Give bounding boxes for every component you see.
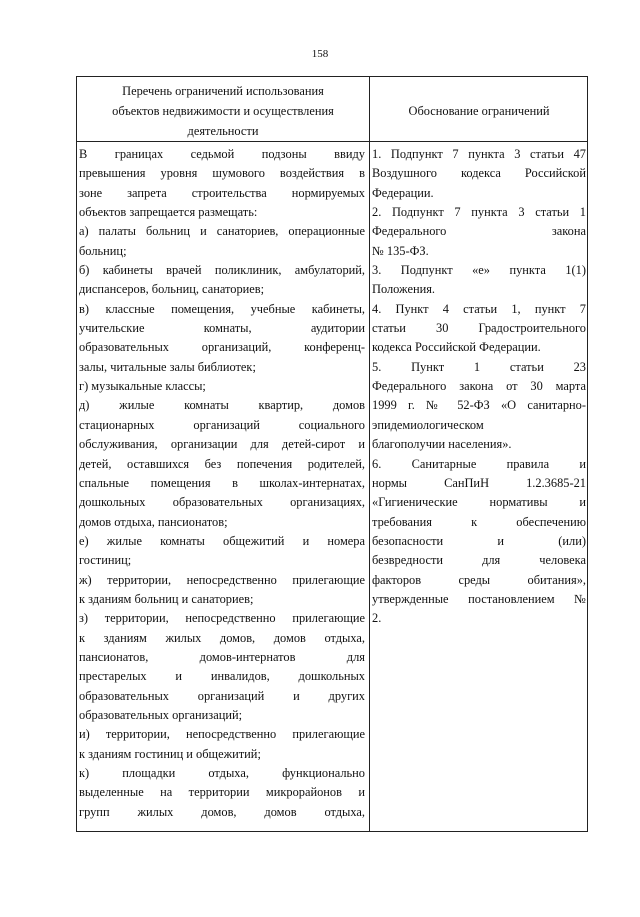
restriction-line: дошкольных образовательных организациях, (79, 495, 365, 510)
restriction-line: больниц; (79, 243, 127, 258)
justification-line: Федерального закона (372, 224, 586, 239)
restriction-line: спальные помещения в школах-интернатах, (79, 475, 365, 490)
header-justification: Обоснование ограничений (408, 104, 550, 118)
justification-line: 3. Подпункт «е» пункта 1(1) (372, 263, 586, 278)
justification-line: нормы СанПиН 1.2.3685-21 (372, 475, 586, 490)
header-left-line: объектов недвижимости и осуществления (112, 104, 334, 118)
restriction-line: г) музыкальные классы; (79, 379, 206, 394)
justification-line: 2. Подпункт 7 пункта 3 статьи 1 (372, 205, 586, 220)
header-divider (77, 141, 587, 142)
restriction-line: стационарных организаций социального (79, 417, 365, 432)
restriction-line: в) классные помещения, учебные кабинеты, (79, 301, 365, 316)
header-restrictions-list (79, 81, 367, 141)
restriction-line: к зданиям жилых домов, домов отдыха, (79, 630, 365, 645)
justification-line: Воздушного кодекса Российской (372, 166, 586, 181)
justification-line: безвредности для человека (372, 553, 586, 568)
justification-line: 2. (372, 611, 382, 626)
restriction-line: превышения уровня шумового воздействия в (79, 166, 365, 181)
justification-line: Федерации. (372, 185, 434, 200)
restriction-line: престарелых и инвалидов, дошкольных (79, 669, 365, 684)
restriction-line: и) территории, непосредственно прилегающие (79, 727, 365, 742)
justification-column (372, 145, 586, 629)
justification-line: Положения. (372, 282, 436, 297)
restriction-line: зоне запрета строительства нормируемых (79, 185, 365, 200)
restriction-line: учительские комнаты, аудитории (79, 321, 365, 336)
restriction-line: обслуживания, организации для детей-сирот и (79, 437, 365, 452)
justification-line: эпидемиологическом (372, 417, 484, 432)
justification-line: статьи 30 Градостроительного (372, 321, 586, 336)
justification-line: требования к обеспечению (372, 514, 586, 529)
restrictions-table (76, 76, 588, 832)
restriction-line: е) жилые комнаты общежитий и номера (79, 533, 365, 548)
restriction-line: пансионатов, домов-интернатов для (79, 649, 365, 664)
restriction-line: диспансеров, больниц, санаториев; (79, 282, 265, 297)
justification-line: 1. Подпункт 7 пункта 3 статьи 47 (372, 147, 586, 161)
justification-line: 4. Пункт 4 статьи 1, пункт 7 (372, 301, 586, 316)
restriction-line: залы, читальные залы библиотек; (79, 359, 256, 374)
justification-line: утвержденные постановлением № (372, 591, 586, 606)
restriction-line: образовательных организаций и других (79, 688, 365, 703)
restriction-line: д) жилые комнаты квартир, домов (79, 398, 365, 413)
restriction-line: образовательных организаций, конференц- (79, 340, 365, 355)
justification-line: № 135-ФЗ. (372, 243, 429, 258)
restriction-line: детей, оставшихся без попечения родителей, (79, 456, 365, 471)
restriction-line: а) палаты больниц и санаториев, операционные (79, 224, 365, 239)
restriction-line: образовательных организаций; (79, 707, 243, 722)
justification-line: Федерального закона от 30 марта (372, 379, 586, 394)
justification-line: кодекса Российской Федерации. (372, 340, 541, 355)
restrictions-column (79, 145, 365, 822)
restriction-line: объектов запрещается размещать: (79, 205, 258, 220)
restriction-line: з) территории, непосредственно прилегающие (79, 611, 365, 626)
restriction-line: В границах седьмой подзоны ввиду (79, 147, 365, 161)
justification-line: «Гигиенические нормативы и (372, 495, 586, 510)
justification-line: безопасности и (или) (372, 533, 586, 548)
restriction-line: к) площадки отдыха, функционально (79, 766, 365, 780)
justification-line: 5. Пункт 1 статьи 23 (372, 359, 586, 374)
restriction-line: ж) территории, непосредственно прилегающие (79, 572, 365, 587)
restriction-line: домов отдыха, пансионатов; (79, 514, 228, 529)
header-left-line: Перечень ограничений использования (122, 84, 324, 98)
column-divider (369, 77, 370, 831)
restriction-line: к зданиям гостиниц и общежитий; (79, 746, 261, 761)
restriction-line: б) кабинеты врачей поликлиник, амбулаторий, (79, 263, 365, 278)
justification-line: благополучии населения». (372, 437, 512, 452)
restriction-line: групп жилых домов, домов отдыха, (79, 804, 365, 819)
header-left-line: деятельности (187, 124, 259, 138)
restriction-line: гостиниц; (79, 553, 132, 568)
justification-line: 1999 г. № 52-ФЗ «О санитарно- (372, 398, 586, 413)
justification-line: факторов среды обитания», (372, 572, 586, 587)
restriction-line: выделенные на территории микрорайонов и (79, 785, 365, 800)
restriction-line: к зданиям больниц и санаториев; (79, 591, 254, 606)
justification-line: 6. Санитарные правила и (372, 456, 586, 471)
page-number: 158 (311, 48, 329, 60)
